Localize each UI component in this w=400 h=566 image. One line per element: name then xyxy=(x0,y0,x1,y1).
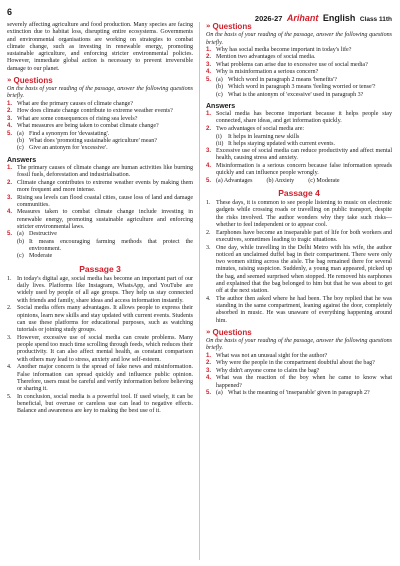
column-divider xyxy=(199,22,200,560)
answer-item: 2. Two advantages of social media are: xyxy=(206,126,305,133)
answer-item: 3. Excessive use of social media can reduce productivity and affect mental health, causing stress and anxiety. xyxy=(206,148,392,162)
answer-item: 5. (a) Advantages (b) Anxiety (c) Moderate xyxy=(206,177,340,184)
questions-intro: On the basis of your reading of the passage, answer the following questions briefly. xyxy=(7,86,193,100)
page-number: 6 xyxy=(7,7,13,17)
passage-paragraph: 1. These days, it is common to see people listening to music on electronic gadgets while crossing roads or travelling on public transport, despite the risks involved. The author wonders why they take such risks—whether to feel independent or to appear cool. xyxy=(206,200,392,228)
answers-heading: Answers xyxy=(206,102,236,110)
answer-subitem: (c) Moderate xyxy=(17,253,53,260)
answer-subitem: (i) It helps in learning new skills xyxy=(216,133,300,140)
section-title: Questions xyxy=(212,327,252,337)
question-item: 5. (a) What is the meaning of 'inseparable' given in paragraph 2? xyxy=(206,390,370,397)
header-class: Class 11th xyxy=(359,16,392,23)
passage-paragraph: 2. Social media offers many advantages. It allows people to express their opinions, learn new skills and stay updated with current events. Students can use these platforms for educational purposes, such as watching tutorials or joining study groups. xyxy=(7,305,193,334)
passage-paragraph: 3. One day, while travelling in the Delhi Metro with his wife, the author noticed an unclaimed duffel bag in their compartment. There were only two women sitting across the aisle. The bag remained there for several minutes, raising suspicion. Suddenly, a young man appeared, picked up the bag, and seemed surprised when stopped. He removed his earphones and explained that the bag belonged to him but that he was about to get off at the next station. xyxy=(206,244,392,295)
answer-subitem: (ii) It helps staying updated with current events. xyxy=(216,140,335,147)
question-item: 1. What was not an unusual sight for the author? xyxy=(206,352,328,359)
double-chevron-icon: » xyxy=(7,75,12,84)
answer-item: 5. (a) Destructive xyxy=(7,231,57,238)
question-item: 2. Why were the people in the compartment doubtful about the bag? xyxy=(206,360,375,367)
double-chevron-icon: » xyxy=(206,327,211,336)
question-subitem: (c) Give an antonym for 'excessive'. xyxy=(17,145,108,152)
question-item: 5. (a) Find a synonym for 'devastating'. xyxy=(7,130,110,137)
section-title: Questions xyxy=(13,75,53,85)
right-column xyxy=(206,22,392,398)
passage-paragraph: 1. In today's digital age, social media has become an important part of our daily lives. Platforms like Instagram, WhatsApp, and YouTube are widely used by people of all age groups. They help us stay connected with friends and family, share ideas and access information instantly. xyxy=(7,275,193,304)
passage-paragraph: 5. In conclusion, social media is a powerful tool. If used wisely, it can be beneficial, but overuse or careless use can lead to negative effects. Balance and awareness are key to making the best use of it. xyxy=(7,393,193,415)
double-chevron-icon: » xyxy=(206,22,211,30)
answer-item: 1. The primary causes of climate change are human activities like burning fossil fuels, deforestation and industrialisation. xyxy=(7,164,193,179)
question-subitem: (b) Which word in paragraph 3 means 'feeling worried or tense'? xyxy=(216,84,376,91)
question-item: 5. (a) Which word in paragraph 2 means 'benefits'? xyxy=(206,76,337,83)
section-heading xyxy=(7,77,193,84)
question-item: 4. What was the reaction of the boy when he came to know what happened? xyxy=(206,375,392,389)
question-item: 3. What are some consequences of rising sea levels? xyxy=(7,115,138,122)
answer-item: 4. Misinformation is a serious concern because false information spreads quickly and can influence people wrongly. xyxy=(206,162,392,177)
brand-logo: Arihant xyxy=(286,13,319,23)
question-item: 1. What are the primary causes of climate change? xyxy=(7,100,134,107)
header-subject: English xyxy=(322,13,356,23)
question-item: 4. Why is misinformation a serious concern? xyxy=(206,69,319,76)
answer-item: 1. Social media has become important because it helps people stay connected, share ideas, and get information quickly. xyxy=(206,111,392,125)
question-item: 2. How does climate change contribute to extreme weather events? xyxy=(7,108,173,115)
question-item: 1. Why has social media become important in today's life? xyxy=(206,46,352,53)
passage-paragraph: 4. The author then asked where he had been. The boy replied that he was standing in the same compartment, leaning against the door, completely absorbed in music. He was unaware of everything happening around him. xyxy=(206,295,392,324)
question-item: 3. Why didn't anyone come to claim the bag? xyxy=(206,367,320,374)
answer-subitem: (b) It means encouraging farming methods that protect the environment. xyxy=(17,238,193,253)
header-year: 2026-27 xyxy=(254,14,283,23)
answer-item: 2. Climate change contributes to extreme weather events by making them more frequent and more intense. xyxy=(7,179,193,194)
passage-paragraph: 2. Earphones have become an inseparable part of life for both workers and executives, sometimes leading to tragic situations. xyxy=(206,229,392,243)
question-subitem: (c) What is the antonym of 'excessive' used in paragraph 3? xyxy=(216,91,364,98)
passage-paragraph: 4. Another major concern is the spread of fake news and misinformation. False information can spread quickly and influence public opinion. Therefore, users must be careful and verify information before believing or sharing it. xyxy=(7,364,193,393)
passage-title: Passage 4 xyxy=(278,187,320,198)
answer-item: 3. Rising sea levels can flood coastal cities, cause loss of land and damage communities. xyxy=(7,194,193,208)
question-item: 4. What measures are being taken to combat climate change? xyxy=(7,123,159,130)
passage-title: Passage 3 xyxy=(79,263,121,274)
section-heading xyxy=(206,23,392,30)
passage-continuation: severely affecting agriculture and food production. Many species are facing extinction due to habitat loss, disrupting entire ecosystems. Governments and environmental organisations are working on strategies to combat climate change, such as investing in renewable energy, promoting sustainable agriculture, and enforcing stricter environmental policies. However, immediate global action is necessary to prevent irreversible damage to our planet. xyxy=(7,22,193,72)
passage-paragraph: 3. However, excessive use of social media can create problems. Many people spend too much time scrolling through feeds, which reduces their productivity. It can also affect mental health, as constant comparison with others may lead to stress, anxiety and low self-esteem. xyxy=(7,334,193,363)
question-subitem: (b) What does 'promoting sustainable agriculture' mean? xyxy=(17,138,157,145)
question-item: 3. What problems can arise due to excessive use of social media? xyxy=(206,61,368,68)
section-title: Questions xyxy=(212,22,252,31)
questions-intro: On the basis of your reading of the passage, answer the following questions briefly. xyxy=(206,338,392,352)
question-item: 2. Mention two advantages of social media. xyxy=(206,54,316,61)
left-column xyxy=(7,22,193,416)
questions-intro: On the basis of your reading of the passage, answer the following questions briefly. xyxy=(206,32,392,46)
answers-heading: Answers xyxy=(7,156,37,164)
answer-item: 4. Measures taken to combat climate change include investing in renewable energy, promoting sustainable agriculture and enforcing stricter environmental laws. xyxy=(7,209,193,230)
section-heading xyxy=(206,329,392,336)
